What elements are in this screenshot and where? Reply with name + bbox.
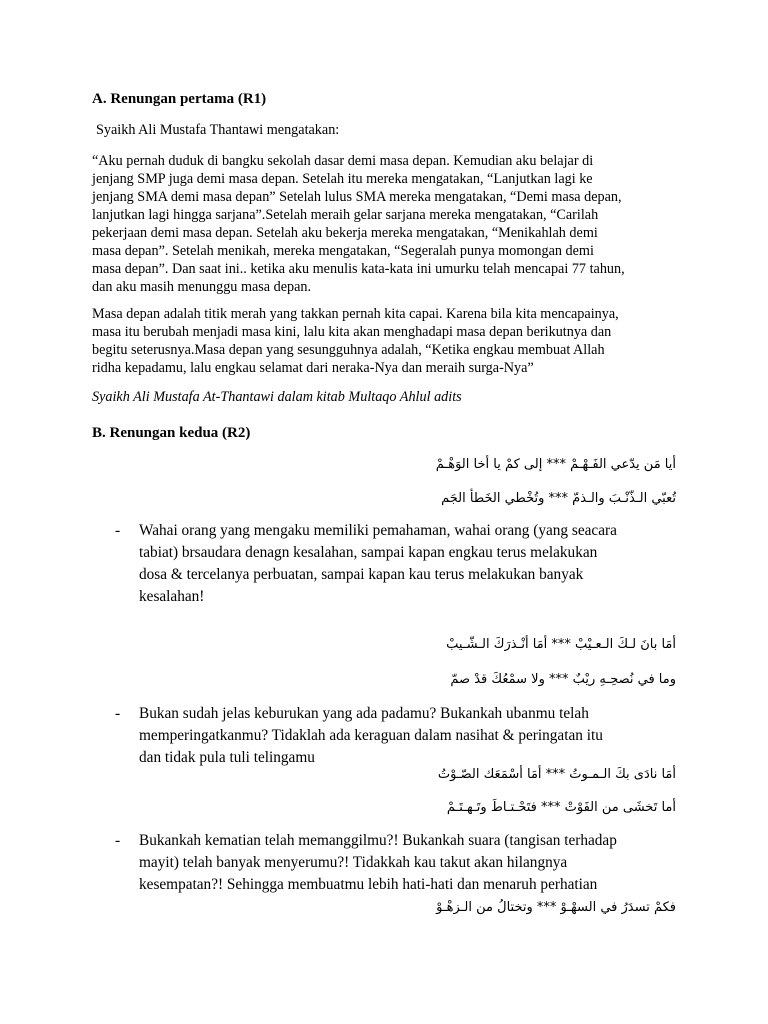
- section-a-source: Syaikh Ali Mustafa At-Thantawi dalam kitab Multaqo Ahlul adits: [92, 389, 462, 405]
- quote-line: “Aku pernah duduk di bangku sekolah dasar demi masa depan. Kemudian aku belajar di: [92, 153, 594, 169]
- bullet-line: tabiat) brsaudara denagn kesalahan, sampai kapan engkau terus melakukan: [139, 544, 598, 561]
- bullet-dash: -: [115, 832, 121, 849]
- bullet-line: kesalahan!: [139, 588, 205, 605]
- bullet-line: memperingatkanmu? Tidaklah ada keraguan dalam nasihat & peringatan itu: [139, 727, 603, 744]
- quote-line: pekerjaan demi masa depan. Setelah aku bekerja mereka mengatakan, “Menikahlah demi: [92, 225, 598, 241]
- arabic-verse: فكمْ تسدَرُ في السهْـوْ *** وتختالُ من الـزهْـوْ: [436, 900, 676, 915]
- paragraph-line: masa itu berubah menjadi masa kini, lalu kita akan menghadapi masa depan berikutnya dan: [92, 324, 612, 340]
- arabic-verse: أمَا بانَ لـكَ الـعـيْبْ *** أمَا أنْـذرَكَ الـشّـيبْ: [446, 637, 676, 652]
- bullet-line: dan tidak pula tuli telingamu: [139, 749, 315, 766]
- bullet-item-3: [139, 830, 699, 896]
- bullet-line: dosa & tercelanya perbuatan, sampai kapan kau terus melakukan banyak: [139, 566, 584, 583]
- bullet-item-1: [139, 520, 699, 608]
- bullet-line: kesempatan?! Sehingga membuatmu lebih hati-hati dan menaruh perhatian: [139, 876, 598, 893]
- bullet-line: mayit) telah banyak menyerumu?! Tidakkah kau takut akan hilangnya: [139, 854, 568, 871]
- section-a-heading: A. Renungan pertama (R1): [92, 91, 267, 107]
- quote-line: dan aku masih menunggu masa depan.: [92, 279, 312, 295]
- quote-line: masa depan”. Setelah menikah, mereka mengatakan, “Segeralah punya momongan demi: [92, 243, 594, 259]
- section-a-paragraph: [92, 305, 619, 377]
- paragraph-line: Masa depan adalah titik merah yang takkan pernah kita capai. Karena bila kita mencapainya,: [92, 306, 619, 322]
- bullet-dash: -: [115, 705, 121, 722]
- bullet-item-2: [139, 703, 699, 769]
- quote-line: jenjang SMA demi masa depan” Setelah lulus SMA mereka mengatakan, “Demi masa depan,: [92, 189, 622, 205]
- bullet-line: Bukankah kematian telah memanggilmu?! Bukankah suara (tangisan terhadap: [139, 832, 617, 849]
- section-a-intro: Syaikh Ali Mustafa Thantawi mengatakan:: [96, 122, 340, 138]
- arabic-verse: وما في نُصحِـهِ ريْبٌ *** ولا سمْعُكَ قدْ صمّ: [450, 672, 676, 687]
- bullet-line: Wahai orang yang mengaku memiliki pemahaman, wahai orang (yang seacara: [139, 522, 617, 539]
- bullet-dash: -: [115, 522, 121, 539]
- arabic-verse: تُعبّي الـذّنْـبَ والـذمّ *** وتُخْطي الخَطأ الجَم: [441, 491, 676, 506]
- quote-line: jenjang SMP juga demi masa depan. Setelah itu mereka mengatakan, “Lanjutkan lagi ke: [92, 171, 593, 187]
- bullet-line: Bukan sudah jelas keburukan yang ada padamu? Bukankah ubanmu telah: [139, 705, 589, 722]
- arabic-verse: أيا مَن يدّعي الفَـهْـمْ *** إلى كمْ يا أخا الوَهْـمْ: [435, 457, 676, 472]
- section-b-heading: B. Renungan kedua (R2): [92, 425, 251, 441]
- paragraph-line: ridha kepadamu, lalu engkau selamat dari neraka-Nya dan meraih surga-Nya”: [92, 360, 534, 376]
- arabic-verse: أما تَخشَى من الفَوْتْ *** فتَحْـتـاطَ وتَـهـتَـمْ: [446, 800, 676, 815]
- section-a-quote: [92, 152, 625, 296]
- paragraph-line: begitu seterusnya.Masa depan yang sesungguhnya adalah, “Ketika engkau membuat Allah: [92, 342, 605, 358]
- quote-line: lanjutkan lagi hingga sarjana”.Setelah meraih gelar sarjana mereka mengatakan, “Carilah: [92, 207, 599, 223]
- quote-line: masa depan”. Dan saat ini.. ketika aku menulis kata-kata ini umurku telah mencapai 77 tahun,: [92, 261, 625, 277]
- arabic-verse: أمَا نادَى بكَ الـمـوتُ *** أمَا أسْمَعَك الصّـوْتُ: [437, 767, 676, 782]
